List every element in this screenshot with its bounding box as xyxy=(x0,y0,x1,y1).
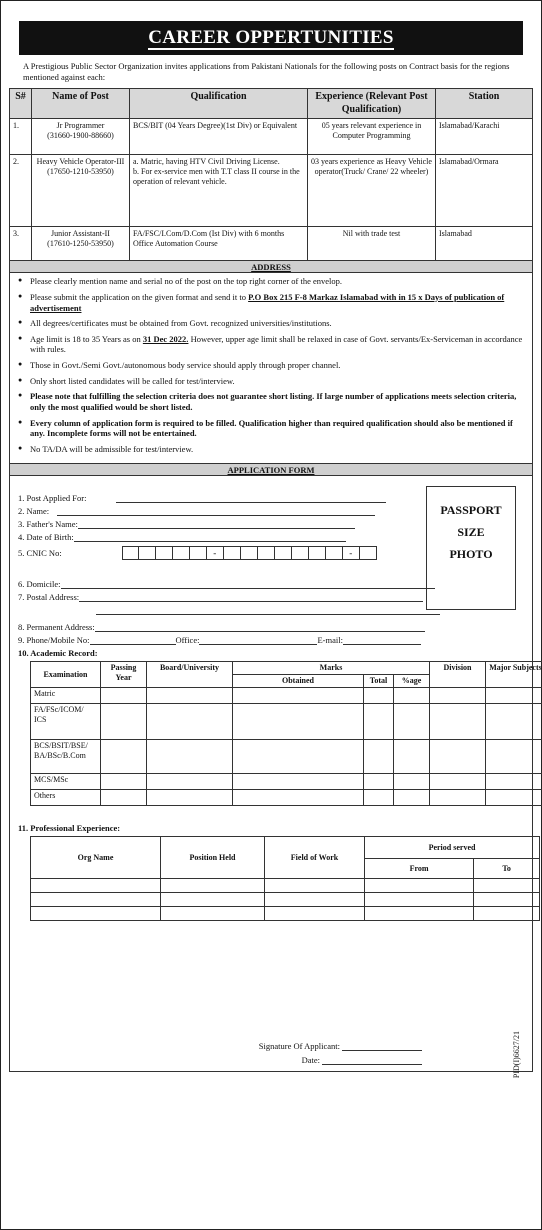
exam-name: Others xyxy=(31,790,101,806)
post-scale: (17610-1250-53950) xyxy=(47,239,114,249)
age-date-highlight: 31 Dec 2022. xyxy=(142,333,189,344)
office-label: Office: xyxy=(175,634,200,645)
application-form-bar xyxy=(9,464,533,476)
professional-experience-row xyxy=(18,820,524,833)
year-cell[interactable] xyxy=(101,740,147,774)
major-cell[interactable] xyxy=(486,688,542,704)
academic-record-row xyxy=(18,645,524,658)
phone-row xyxy=(18,632,524,645)
cnic-box[interactable] xyxy=(326,546,343,560)
domicile-label: 6. Domicile: xyxy=(18,578,61,589)
professional-experience-table xyxy=(30,836,540,921)
cnic-box[interactable] xyxy=(224,546,241,560)
permanent-address-label: 8. Permanent Address: xyxy=(18,621,95,632)
cnic-box[interactable] xyxy=(292,546,309,560)
pct-cell[interactable] xyxy=(394,688,430,704)
pct-cell[interactable] xyxy=(394,790,430,806)
obtained-cell[interactable] xyxy=(233,688,364,704)
prof-header-row xyxy=(31,837,540,859)
academic-record-label: 10. Academic Record: xyxy=(18,647,98,658)
postal-address-field[interactable] xyxy=(79,593,423,602)
field-cell[interactable] xyxy=(265,893,365,907)
date-label: Date: xyxy=(301,1054,320,1065)
from-cell[interactable] xyxy=(365,907,474,921)
exam-name: Matric xyxy=(31,688,101,704)
post-name: Jr Programmer xyxy=(56,121,105,131)
instructions-list xyxy=(10,273,532,463)
list-item xyxy=(18,334,524,355)
header-percentage: %age xyxy=(394,675,430,688)
cnic-dash: - xyxy=(207,546,224,560)
post-sr: 1. xyxy=(10,119,32,155)
total-cell[interactable] xyxy=(364,774,394,790)
board-cell[interactable] xyxy=(147,740,233,774)
pct-cell[interactable] xyxy=(394,704,430,740)
org-cell[interactable] xyxy=(31,907,161,921)
posts-table xyxy=(9,88,533,261)
year-cell[interactable] xyxy=(101,774,147,790)
date-row xyxy=(302,1055,422,1066)
from-cell[interactable] xyxy=(365,893,474,907)
table-row xyxy=(10,155,533,227)
position-cell[interactable] xyxy=(161,879,265,893)
header-experience: Experience (Relevant Post Qualification) xyxy=(308,89,436,119)
post-scale: (31660-1900-88660) xyxy=(47,131,114,141)
division-cell[interactable] xyxy=(430,790,486,806)
application-form xyxy=(9,476,542,1079)
signature-field[interactable] xyxy=(342,1042,422,1051)
permanent-address-row xyxy=(18,619,524,632)
table-row xyxy=(31,790,542,806)
postal-address-field-2[interactable] xyxy=(96,606,440,615)
cnic-box[interactable] xyxy=(139,546,156,560)
phone-field[interactable] xyxy=(90,636,176,645)
post-qualification xyxy=(130,155,308,227)
list-item: ● All degrees/certificates must be obtained from Govt. recognized universities/institutions. xyxy=(18,318,524,329)
post-name-cell xyxy=(32,119,130,155)
phone-label: 9. Phone/Mobile No: xyxy=(18,634,90,645)
cnic-dash: - xyxy=(343,546,360,560)
father-name-label: 3. Father's Name: xyxy=(18,518,78,529)
academic-record-table xyxy=(30,661,542,806)
year-cell[interactable] xyxy=(101,790,147,806)
post-experience: Nil with trade test xyxy=(308,227,436,261)
field-cell[interactable] xyxy=(265,907,365,921)
address-section-bar xyxy=(9,261,533,273)
cnic-box[interactable] xyxy=(190,546,207,560)
total-cell[interactable] xyxy=(364,688,394,704)
obtained-cell[interactable] xyxy=(233,774,364,790)
major-cell[interactable] xyxy=(486,774,542,790)
major-cell[interactable] xyxy=(486,740,542,774)
post-sr: 3. xyxy=(10,227,32,261)
post-scale: (17650-1210-53950) xyxy=(47,167,114,177)
list-item: ● Please note that fulfilling the selection criteria does not guarantee short listing. If large number of applications meets selection criteria, only the most qualified would be short listed. xyxy=(18,391,524,412)
header-org-name: Org Name xyxy=(31,837,161,879)
cnic-box[interactable] xyxy=(156,546,173,560)
cnic-box[interactable] xyxy=(122,546,139,560)
position-cell[interactable] xyxy=(161,893,265,907)
list-item: ● Every column of application form is required to be filled. Qualification higher than required qualification should also be mentioned if any. Incomplete forms will not be entertained. xyxy=(18,418,524,439)
date-field[interactable] xyxy=(322,1056,422,1065)
photo-label: PASSPORT xyxy=(440,503,502,518)
list-item: ● Only short listed candidates will be called for test/interview. xyxy=(18,376,524,387)
table-row xyxy=(31,893,540,907)
domicile-field[interactable] xyxy=(61,580,435,589)
major-cell[interactable] xyxy=(486,790,542,806)
post-applied-label: 1. Post Applied For: xyxy=(18,492,87,503)
posts-header-row xyxy=(10,89,533,119)
postal-address-highlight: P.O Box 215 F-8 Markaz Islamabad with in 15 x Days of publication of advertisement xyxy=(30,291,505,313)
table-row xyxy=(10,119,533,155)
signature-row xyxy=(259,1041,422,1052)
header-major-subjects: Major Subjects xyxy=(486,662,542,688)
table-row xyxy=(31,774,542,790)
cnic-boxes[interactable] xyxy=(122,546,377,560)
exam-name: BCS/BSIT/BSE/ BA/BSc/B.Com xyxy=(31,740,101,774)
exam-name: FA/FSc/ICOM/ ICS xyxy=(31,704,101,740)
qualification-line: b. For ex-service men with T.T class II course in the operation of relevant vehicle. xyxy=(133,167,300,187)
instruction-text: Age limit is 18 to 35 Years as on xyxy=(30,333,143,344)
list-item: ● Those in Govt./Semi Govt./autonomous body service should apply through proper channel. xyxy=(18,360,524,371)
major-cell[interactable] xyxy=(486,704,542,740)
from-cell[interactable] xyxy=(365,879,474,893)
qualification-line: a. Matric, having HTV Civil Driving License. xyxy=(133,157,280,167)
header-field-of-work: Field of Work xyxy=(265,837,365,879)
table-row xyxy=(31,907,540,921)
header-sr: S# xyxy=(10,89,32,119)
pct-cell[interactable] xyxy=(394,740,430,774)
pid-number: PID(I)6627/21 xyxy=(512,1031,521,1079)
academic-header-row xyxy=(31,662,542,675)
obtained-cell[interactable] xyxy=(233,740,364,774)
field-cell[interactable] xyxy=(265,879,365,893)
board-cell[interactable] xyxy=(147,704,233,740)
header-total: Total xyxy=(364,675,394,688)
instruction-text: Please submit the application on the given format and send it to xyxy=(30,291,249,302)
name-label: 2. Name: xyxy=(18,505,50,516)
photo-label: PHOTO xyxy=(449,547,493,562)
professional-experience-label: 11. Professional Experience: xyxy=(18,822,121,833)
header-division: Division xyxy=(430,662,486,688)
photo-label: SIZE xyxy=(457,525,485,540)
cnic-box[interactable] xyxy=(309,546,326,560)
to-cell[interactable] xyxy=(474,893,540,907)
signature-label: Signature Of Applicant: xyxy=(258,1040,340,1051)
header-from: From xyxy=(365,859,474,879)
post-name: Heavy Vehicle Operator-III xyxy=(36,157,125,167)
application-form-title: APPLICATION FORM xyxy=(227,465,315,476)
post-name-cell xyxy=(32,155,130,227)
post-name: Junior Assistant-II xyxy=(51,229,110,239)
post-qualification: BCS/BIT (04 Years Degree)(1st Div) or Equivalent xyxy=(130,119,308,155)
address-section-title: ADDRESS xyxy=(251,262,291,273)
post-qualification: FA/FSC/I.Com/D.Com (Ist Div) with 6 months Office Automation Course xyxy=(130,227,308,261)
post-name-cell xyxy=(32,227,130,261)
header-period-served: Period served xyxy=(365,837,540,859)
table-row xyxy=(31,688,542,704)
header-name-of-post: Name of Post xyxy=(32,89,130,119)
obtained-cell[interactable] xyxy=(233,704,364,740)
org-cell[interactable] xyxy=(31,893,161,907)
cnic-box[interactable] xyxy=(241,546,258,560)
to-cell[interactable] xyxy=(474,879,540,893)
instructions-box xyxy=(9,273,533,464)
permanent-address-field[interactable] xyxy=(95,623,425,632)
position-cell[interactable] xyxy=(161,907,265,921)
post-sr: 2. xyxy=(10,155,32,227)
email-label: E-mail: xyxy=(317,634,343,645)
intro-text: A Prestigious Public Sector Organization invites applications from Pakistani Nationals for the following posts on Contract basis for the regions mentioned against each: xyxy=(23,61,510,82)
post-applied-field[interactable] xyxy=(116,494,386,503)
list-item xyxy=(18,292,524,313)
banner-title-text: CAREER OPPERTUNITIES xyxy=(148,27,394,48)
header-to: To xyxy=(474,859,540,879)
header-examination: Examination xyxy=(31,662,101,688)
division-cell[interactable] xyxy=(430,774,486,790)
cnic-label: 5. CNIC No: xyxy=(18,548,62,559)
banner-title xyxy=(19,21,523,55)
division-cell[interactable] xyxy=(430,704,486,740)
header-passing-year: Passing Year xyxy=(101,662,147,688)
cnic-box[interactable] xyxy=(173,546,190,560)
post-station: Islamabad/Karachi xyxy=(436,119,533,155)
list-item: ● Please clearly mention name and serial no of the post on the top right corner of the envelop. xyxy=(18,276,524,287)
org-cell[interactable] xyxy=(31,879,161,893)
header-station: Station xyxy=(436,89,533,119)
header-obtained: Obtained xyxy=(233,675,364,688)
post-experience: 03 years experience as Heavy Vehicle operator(Truck/ Crane/ 22 wheeler) xyxy=(308,155,436,227)
post-station: Islamabad xyxy=(436,227,533,261)
year-cell[interactable] xyxy=(101,688,147,704)
board-cell[interactable] xyxy=(147,790,233,806)
year-cell[interactable] xyxy=(101,704,147,740)
post-station: Islamabad/Ormara xyxy=(436,155,533,227)
dob-label: 4. Date of Birth: xyxy=(18,531,74,542)
table-row xyxy=(31,704,542,740)
table-row xyxy=(10,227,533,261)
header-qualification: Qualification xyxy=(130,89,308,119)
division-cell[interactable] xyxy=(430,688,486,704)
pct-cell[interactable] xyxy=(394,774,430,790)
father-name-field[interactable] xyxy=(78,520,355,529)
board-cell[interactable] xyxy=(147,774,233,790)
postal-address-label: 7. Postal Address: xyxy=(18,591,80,602)
list-item: ● No TA/DA will be admissible for test/interview. xyxy=(18,444,524,455)
email-field[interactable] xyxy=(343,636,421,645)
instruction-text: However, upper age limit shall be relaxed in case of Govt. servants/Ex-Serviceman in accordance with rules. xyxy=(30,333,523,355)
header-board-university: Board/University xyxy=(147,662,233,688)
header-marks: Marks xyxy=(233,662,430,675)
cnic-box[interactable] xyxy=(258,546,275,560)
name-field[interactable] xyxy=(57,507,375,516)
cnic-box[interactable] xyxy=(360,546,377,560)
header-position-held: Position Held xyxy=(161,837,265,879)
table-row xyxy=(31,879,540,893)
exam-name: MCS/MSc xyxy=(31,774,101,790)
passport-photo-box xyxy=(426,486,516,610)
to-cell[interactable] xyxy=(474,907,540,921)
total-cell[interactable] xyxy=(364,740,394,774)
table-row xyxy=(31,740,542,774)
post-experience: 05 years relevant experience in Computer Programming xyxy=(308,119,436,155)
dob-field[interactable] xyxy=(74,533,346,542)
office-field[interactable] xyxy=(199,636,317,645)
obtained-cell[interactable] xyxy=(233,790,364,806)
division-cell[interactable] xyxy=(430,740,486,774)
board-cell[interactable] xyxy=(147,688,233,704)
total-cell[interactable] xyxy=(364,704,394,740)
cnic-box[interactable] xyxy=(275,546,292,560)
total-cell[interactable] xyxy=(364,790,394,806)
